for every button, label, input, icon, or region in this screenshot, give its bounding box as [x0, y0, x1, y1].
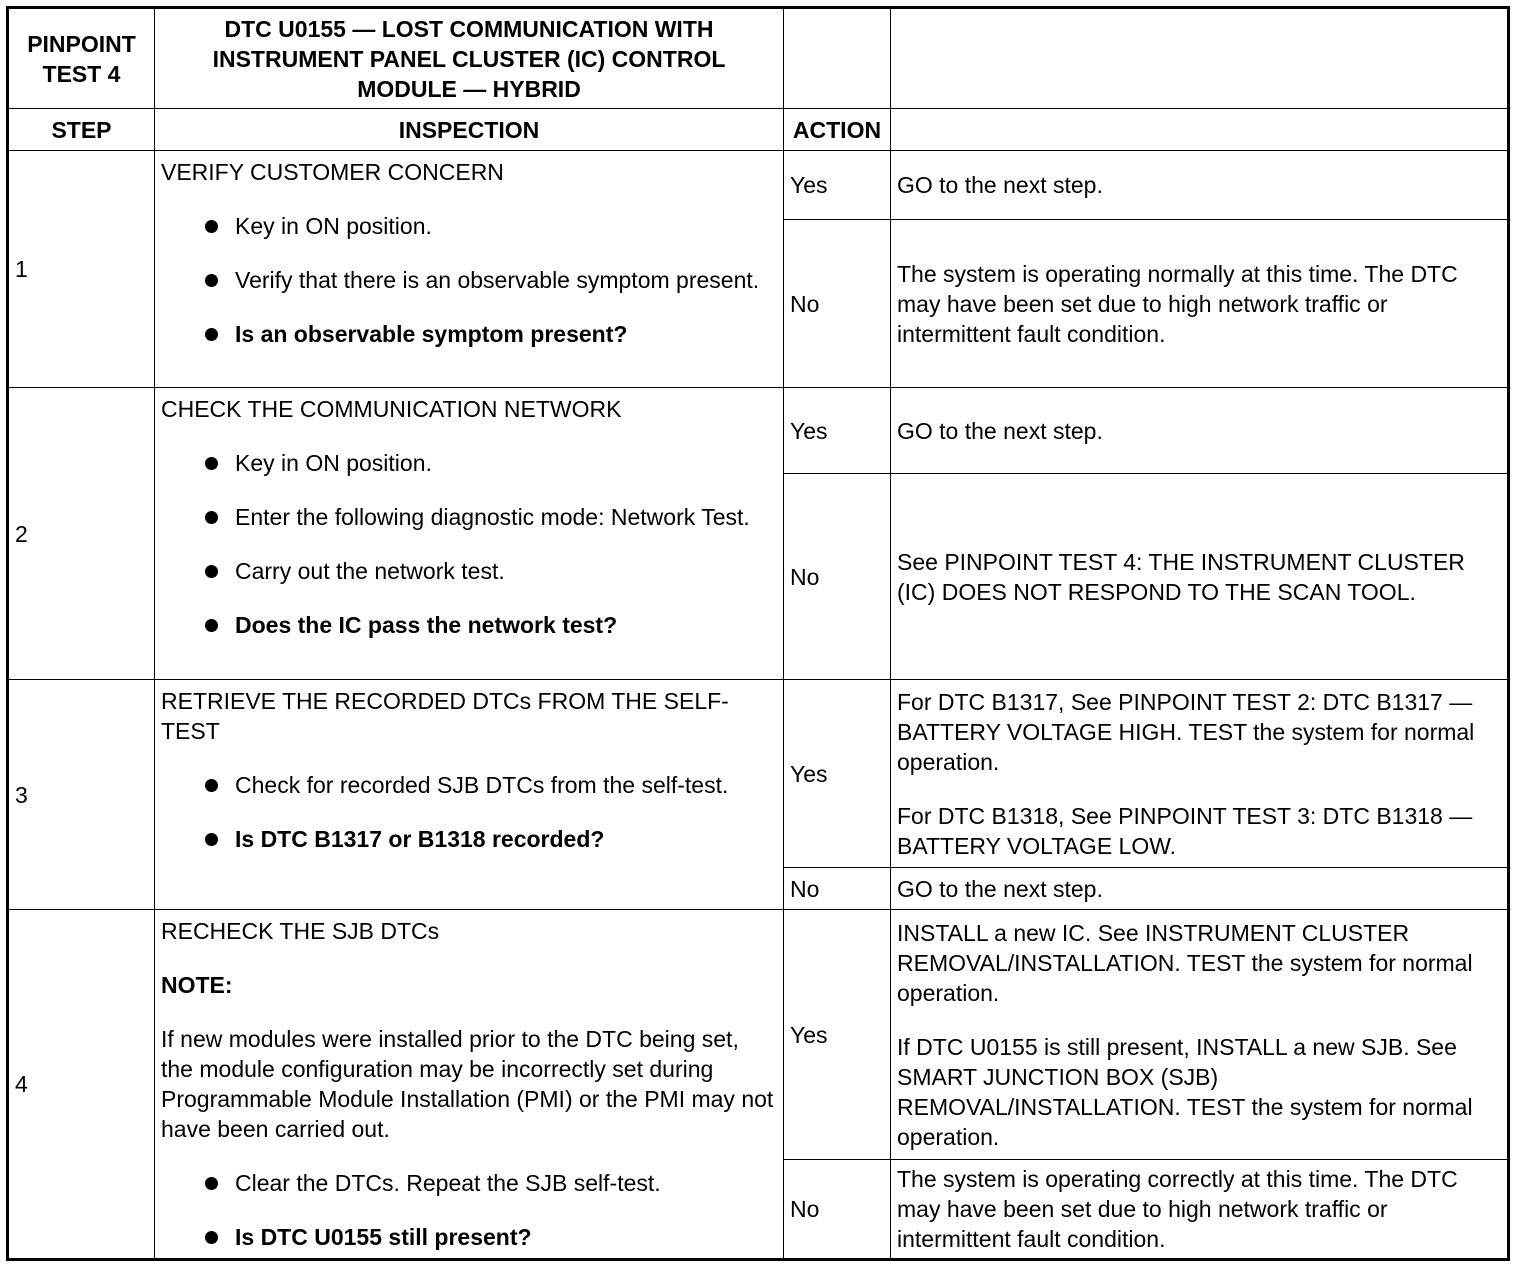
bullet-icon [205, 457, 218, 470]
header-empty-cell [784, 8, 891, 109]
action-yes-label: Yes [784, 910, 891, 1160]
step-question: Is DTC B1317 or B1318 recorded? [161, 824, 777, 854]
action-yes-label: Yes [784, 151, 891, 220]
bullet-icon [205, 565, 218, 578]
list-item: Key in ON position. [161, 211, 777, 241]
list-item: Carry out the network test. [161, 556, 777, 586]
step-title: RECHECK THE SJB DTCs [161, 918, 440, 944]
list-item: Verify that there is an observable symptom present. [161, 265, 777, 295]
list-item: Key in ON position. [161, 448, 777, 478]
bullet-icon [205, 274, 218, 287]
action-no-result: The system is operating correctly at this time. The DTC may have been set due to high network traffic or intermittent fault condition. [891, 1160, 1509, 1260]
step-title: VERIFY CUSTOMER CONCERN [161, 159, 504, 185]
bullet-icon [205, 328, 218, 341]
step-number: 2 [8, 388, 155, 680]
bullet-icon [205, 511, 218, 524]
action-no-label: No [784, 474, 891, 680]
action-no-label: No [784, 868, 891, 910]
step-question: Is an observable symptom present? [161, 319, 777, 349]
table-title: DTC U0155 — LOST COMMUNICATION WITH INSTRUMENT PANEL CLUSTER (IC) CONTROL MODULE — HYBRID [155, 8, 784, 109]
column-header-action: ACTION [784, 109, 891, 151]
action-no-result: See PINPOINT TEST 4: THE INSTRUMENT CLUSTER (IC) DOES NOT RESPOND TO THE SCAN TOOL. [891, 474, 1509, 680]
action-yes-label: Yes [784, 680, 891, 868]
step-inspection [155, 151, 784, 388]
pinpoint-test-table [6, 6, 1510, 1261]
step-number: 3 [8, 680, 155, 910]
action-yes-result: For DTC B1317, See PINPOINT TEST 2: DTC B1317 — BATTERY VOLTAGE HIGH. TEST the system for normal operation. For DTC B1318, See PINPOINT TEST 3: DTC B1318 — BATTERY VOLTAGE LOW. [891, 680, 1509, 868]
bullet-icon [205, 220, 218, 233]
list-item: Clear the DTCs. Repeat the SJB self-test. [161, 1168, 777, 1198]
bullet-icon [205, 833, 218, 846]
action-yes-result: INSTALL a new IC. See INSTRUMENT CLUSTER REMOVAL/INSTALLATION. TEST the system for normal operation. If DTC U0155 is still present, INSTALL a new SJB. See SMART JUNCTION BOX (SJB) REMOVAL/INSTALLATION. TEST the system for normal operation. [891, 910, 1509, 1160]
bullet-icon [205, 779, 218, 792]
header-empty-cell [891, 8, 1509, 109]
step-question: Is DTC U0155 still present? [161, 1222, 777, 1252]
step-number: 4 [8, 910, 155, 1260]
step-number: 1 [8, 151, 155, 388]
step-inspection [155, 388, 784, 680]
action-yes-result: GO to the next step. [891, 388, 1509, 474]
list-item: Enter the following diagnostic mode: Network Test. [161, 502, 777, 532]
header-empty-cell [891, 109, 1509, 151]
pinpoint-test-label: PINPOINT TEST 4 [8, 8, 155, 109]
note-text: If new modules were installed prior to the DTC being set, the module configuration may be incorrectly set during Programmable Module Installation (PMI) or the PMI may not have been carried out. [161, 1026, 774, 1142]
action-no-label: No [784, 220, 891, 388]
column-header-step: STEP [8, 109, 155, 151]
column-header-inspection: INSPECTION [155, 109, 784, 151]
action-yes-result: GO to the next step. [891, 151, 1509, 220]
list-item: Check for recorded SJB DTCs from the self-test. [161, 770, 777, 800]
action-no-label: No [784, 1160, 891, 1260]
action-no-result: The system is operating normally at this time. The DTC may have been set due to high network traffic or intermittent fault condition. [891, 220, 1509, 388]
step-inspection [155, 680, 784, 910]
step-title: RETRIEVE THE RECORDED DTCs FROM THE SELF-TEST [161, 688, 729, 744]
note-label: NOTE: [161, 972, 233, 998]
bullet-icon [205, 619, 218, 632]
bullet-icon [205, 1177, 218, 1190]
step-title: CHECK THE COMMUNICATION NETWORK [161, 396, 622, 422]
step-question: Does the IC pass the network test? [161, 610, 777, 640]
step-inspection [155, 910, 784, 1260]
bullet-icon [205, 1231, 218, 1244]
action-yes-label: Yes [784, 388, 891, 474]
action-no-result: GO to the next step. [891, 868, 1509, 910]
